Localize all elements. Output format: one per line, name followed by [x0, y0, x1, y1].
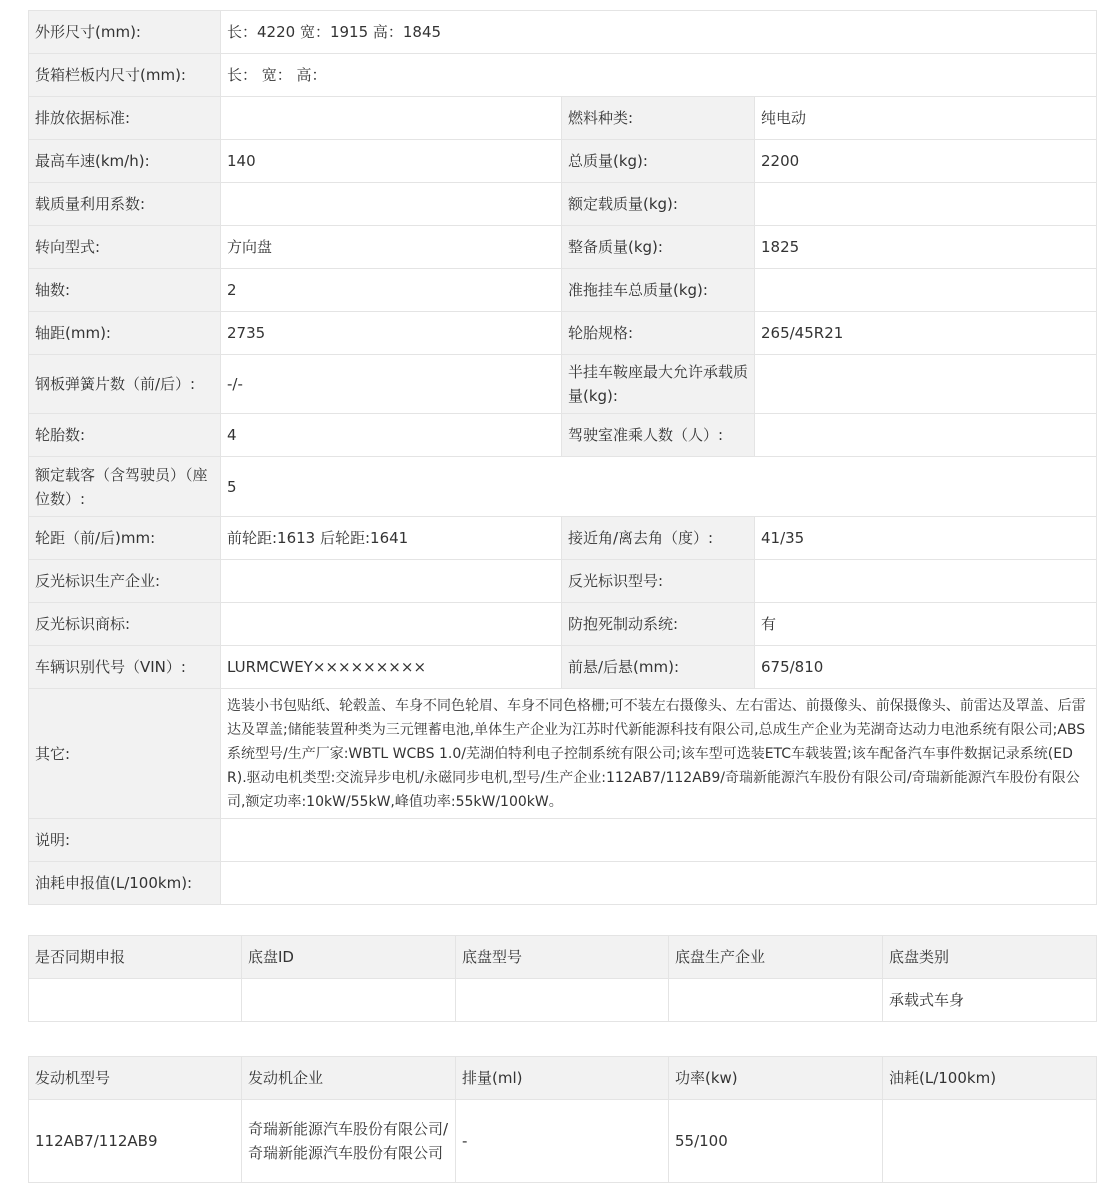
cargo-label: 货箱栏板内尺寸(mm): — [29, 54, 221, 97]
dimensions-label: 外形尺寸(mm): — [29, 11, 221, 54]
chassis-cell — [242, 979, 456, 1022]
engine-cell: 112AB7/112AB9 — [29, 1100, 242, 1183]
spec-table — [28, 10, 1097, 905]
dimensions-value: 长：4220 宽：1915 高：1845 — [221, 11, 1097, 54]
total-mass-value: 2200 — [755, 140, 1097, 183]
other-label: 其它: — [29, 689, 221, 819]
vin-label: 车辆识别代号（VIN）: — [29, 646, 221, 689]
engine-header-cell: 油耗(L/100km) — [883, 1057, 1097, 1100]
engine-cell: 奇瑞新能源汽车股份有限公司/奇瑞新能源汽车股份有限公司 — [242, 1100, 456, 1183]
passengers-label: 额定载客（含驾驶员）（座位数）: — [29, 457, 221, 517]
trailer-mass-value — [755, 269, 1097, 312]
speed-value: 140 — [221, 140, 562, 183]
chassis-header-cell: 底盘生产企业 — [669, 936, 883, 979]
tire-spec-label: 轮胎规格: — [562, 312, 755, 355]
chassis-cell — [669, 979, 883, 1022]
wheelbase-label: 轴距(mm): — [29, 312, 221, 355]
note-value — [221, 819, 1097, 862]
chassis-cell — [29, 979, 242, 1022]
fuel-value: 纯电动 — [755, 97, 1097, 140]
tires-label: 轮胎数: — [29, 414, 221, 457]
fuel-cons-value — [221, 862, 1097, 905]
trailer-mass-label: 准拖挂车总质量(kg): — [562, 269, 755, 312]
reflector-brand-value — [221, 603, 562, 646]
track-value: 前轮距:1613 后轮距:1641 — [221, 517, 562, 560]
chassis-table — [28, 935, 1097, 1022]
chassis-header-cell: 底盘型号 — [456, 936, 669, 979]
curb-mass-value: 1825 — [755, 226, 1097, 269]
other-value: 选装小书包贴纸、轮毂盖、车身不同色轮眉、车身不同色格栅;可不装左右摄像头、左右雷达、前摄像头、前保摄像头、前雷达及罩盖、后雷达及罩盖;储能装置种类为三元锂蓄电池,单体生产企业为江苏时代新能源科技有限公司,总成生产企业为芜湖奇达动力电池系统有限公司;ABS系统型号/生产厂家:WBTL WCBS 1.0/芜湖伯特利电子控制系统有限公司;该车型可选装ETC车载装置;该车配备汽车事件数据记录系统(EDR).驱动电机类型:交流异步电机/永磁同步电机,型号/生产企业:112AB7/112AB9/奇瑞新能源汽车股份有限公司/奇瑞新能源汽车股份有限公司,额定功率:10kW/55kW,峰值功率:55kW/100kW。 — [221, 689, 1097, 819]
fuel-label: 燃料种类: — [562, 97, 755, 140]
load-coef-value — [221, 183, 562, 226]
rated-load-label: 额定载质量(kg): — [562, 183, 755, 226]
track-label: 轮距（前/后)mm: — [29, 517, 221, 560]
engine-header-cell: 功率(kw) — [669, 1057, 883, 1100]
load-coef-label: 载质量利用系数: — [29, 183, 221, 226]
emission-value — [221, 97, 562, 140]
engine-header-cell: 发动机企业 — [242, 1057, 456, 1100]
passengers-value: 5 — [221, 457, 1097, 517]
tires-value: 4 — [221, 414, 562, 457]
chassis-header-cell: 底盘类别 — [883, 936, 1097, 979]
axles-value: 2 — [221, 269, 562, 312]
reflector-model-label: 反光标识型号: — [562, 560, 755, 603]
engine-header-cell: 发动机型号 — [29, 1057, 242, 1100]
engine-cell: 55/100 — [669, 1100, 883, 1183]
wheelbase-value: 2735 — [221, 312, 562, 355]
curb-mass-label: 整备质量(kg): — [562, 226, 755, 269]
cab-label: 驾驶室准乘人数（人）: — [562, 414, 755, 457]
emission-label: 排放依据标准: — [29, 97, 221, 140]
saddle-value — [755, 355, 1097, 414]
steering-label: 转向型式: — [29, 226, 221, 269]
chassis-cell: 承载式车身 — [883, 979, 1097, 1022]
engine-cell: - — [456, 1100, 669, 1183]
total-mass-label: 总质量(kg): — [562, 140, 755, 183]
springs-label: 钢板弹簧片数（前/后）: — [29, 355, 221, 414]
cab-value — [755, 414, 1097, 457]
abs-label: 防抱死制动系统: — [562, 603, 755, 646]
reflector-maker-label: 反光标识生产企业: — [29, 560, 221, 603]
engine-table — [28, 1056, 1097, 1183]
springs-value: -/- — [221, 355, 562, 414]
steering-value: 方向盘 — [221, 226, 562, 269]
reflector-model-value — [755, 560, 1097, 603]
chassis-cell — [456, 979, 669, 1022]
engine-header-cell: 排量(ml) — [456, 1057, 669, 1100]
tire-spec-value: 265/45R21 — [755, 312, 1097, 355]
angle-value: 41/35 — [755, 517, 1097, 560]
note-label: 说明: — [29, 819, 221, 862]
speed-label: 最高车速(km/h): — [29, 140, 221, 183]
engine-cell — [883, 1100, 1097, 1183]
cargo-value: 长： 宽： 高： — [221, 54, 1097, 97]
saddle-label: 半挂车鞍座最大允许承载质量(kg): — [562, 355, 755, 414]
abs-value: 有 — [755, 603, 1097, 646]
chassis-header-cell: 是否同期申报 — [29, 936, 242, 979]
reflector-maker-value — [221, 560, 562, 603]
reflector-brand-label: 反光标识商标: — [29, 603, 221, 646]
overhang-value: 675/810 — [755, 646, 1097, 689]
axles-label: 轴数: — [29, 269, 221, 312]
angle-label: 接近角/离去角（度）: — [562, 517, 755, 560]
chassis-header-cell: 底盘ID — [242, 936, 456, 979]
vin-value: LURMCWEY××××××××× — [221, 646, 562, 689]
overhang-label: 前悬/后悬(mm): — [562, 646, 755, 689]
rated-load-value — [755, 183, 1097, 226]
fuel-cons-label: 油耗申报值(L/100km): — [29, 862, 221, 905]
